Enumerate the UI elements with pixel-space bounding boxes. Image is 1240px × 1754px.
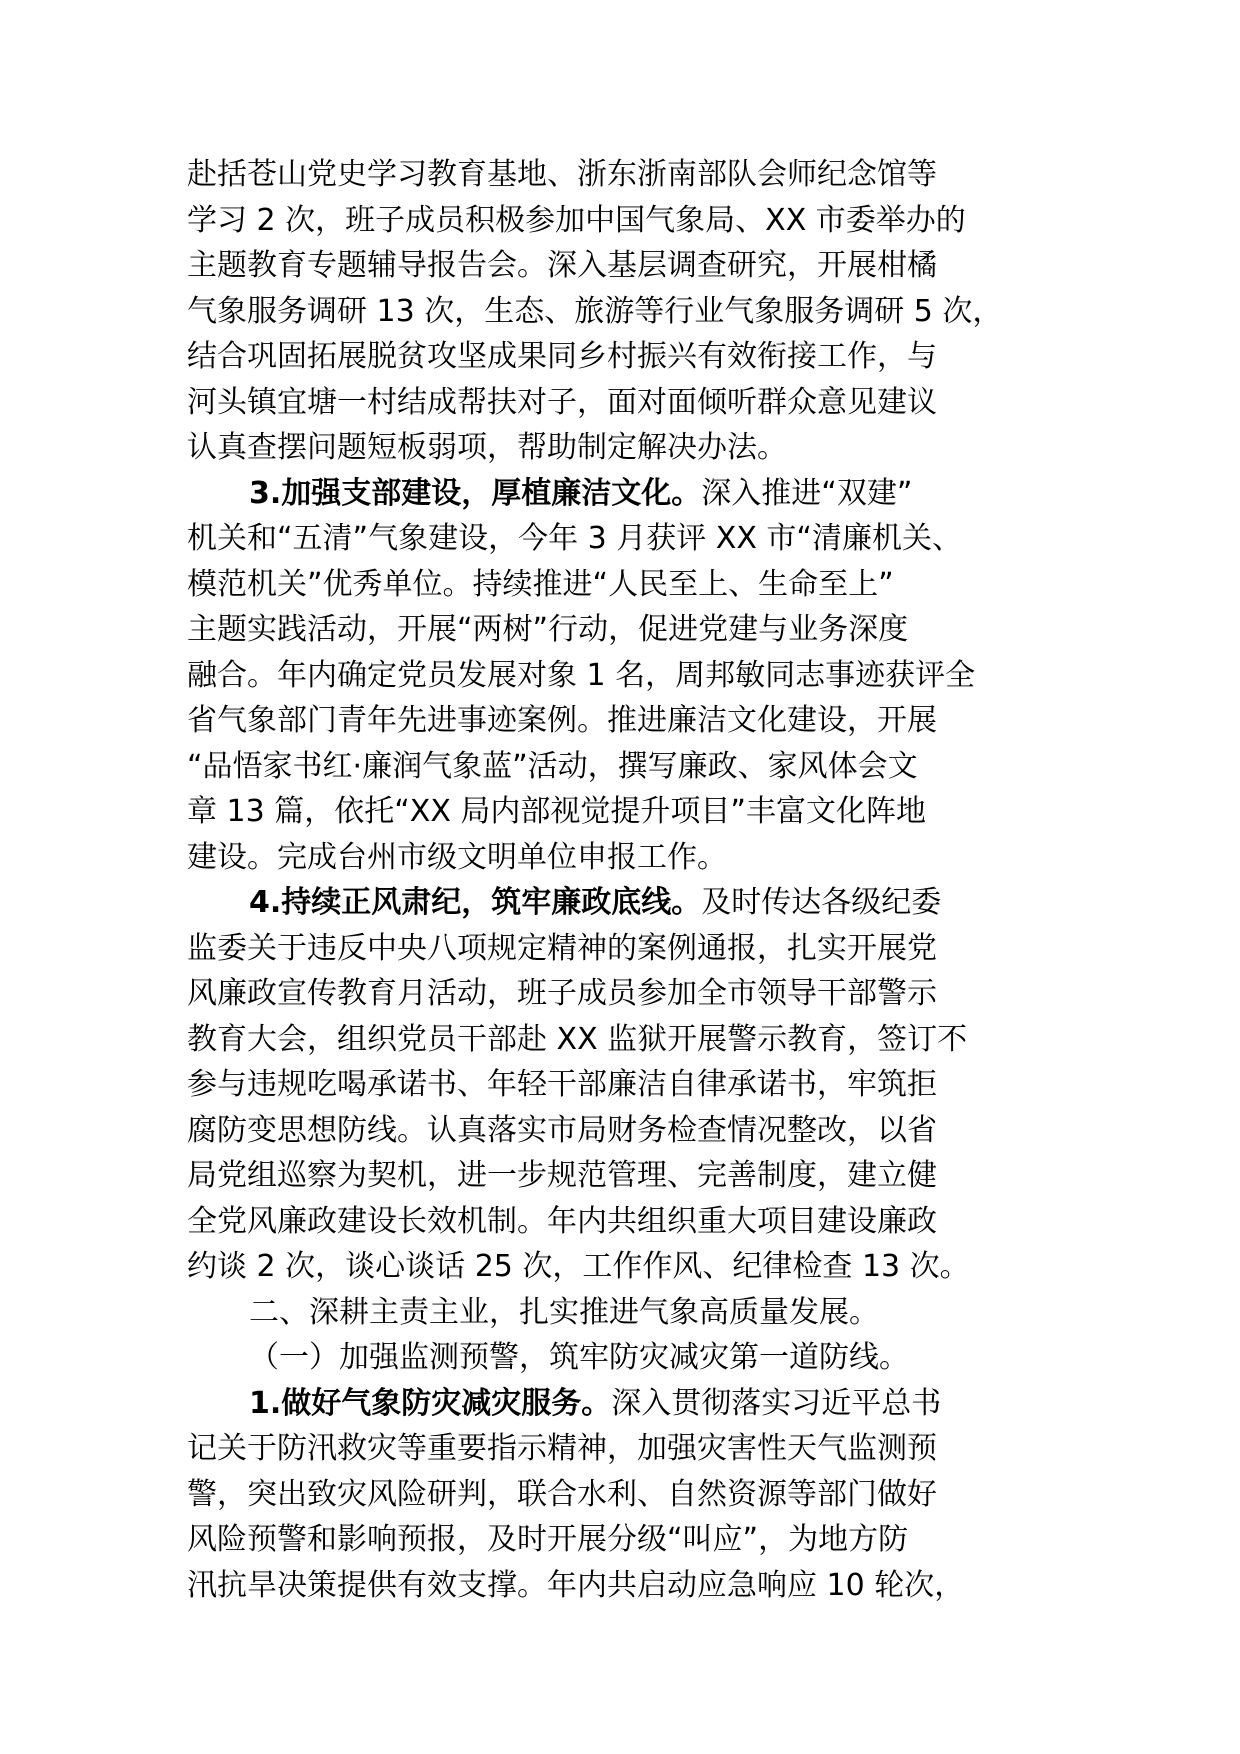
- line-text: 二、深耕主责主业，扎实推进气象高质量发展。: [249, 1294, 879, 1330]
- text-line: [187, 744, 1067, 790]
- line-text: 建设。完成台州市级文明单位申报工作。: [187, 839, 727, 875]
- section-heading: 4.持续正风肃纪，筑牢廉政底线。: [249, 885, 702, 920]
- line-text: 局党组巡察为契机，进一步规范管理、完善制度，建立健: [187, 1158, 937, 1193]
- text-line: [187, 1062, 1067, 1108]
- line-text: 气象服务调研 13 次，生态、旅游等行业气象服务调研 5 次，: [187, 293, 1003, 329]
- text-line: [187, 1017, 1067, 1063]
- line-text: 河头镇宜塘一村结成帮扶对子，面对面倾听群众意见建议: [187, 384, 937, 420]
- text-line: [187, 698, 1067, 744]
- text-line: [187, 1563, 1067, 1609]
- line-text: 参与违规吃喝承诺书、年轻干部廉洁自律承诺书，牢筑拒: [187, 1067, 937, 1102]
- line-text: 学习 2 次，班子成员积极参加中国气象局、XX 市委举办的: [187, 202, 966, 238]
- line-text: 记关于防汛救灾等重要指示精神，加强灾害性天气监测预: [187, 1431, 937, 1466]
- line-text: 模范机关”优秀单位。持续推进“人民至上、生命至上”: [187, 566, 894, 602]
- text-line: [187, 289, 1067, 335]
- text-line: [187, 926, 1067, 972]
- line-text: 认真查摆问题短板弱项，帮助制定解决办法。: [187, 430, 787, 465]
- text-line: [187, 1426, 1067, 1472]
- line-text: 教育大会，组织党员干部赴 XX 监狱开展警示教育，签订不: [187, 1021, 968, 1057]
- text-line: [187, 380, 1067, 426]
- line-text: 腐防变思想防线。认真落实市局财务检查情况整改，以省: [187, 1112, 937, 1148]
- line-text: 赴括苍山党史学习教育基地、浙东浙南部队会师纪念馆等: [187, 157, 937, 192]
- text-line: [187, 789, 1067, 835]
- line-text: 警，突出致灾风险研判，联合水利、自然资源等部门做好: [187, 1476, 937, 1512]
- section-heading: 3.加强支部建设，厚植廉洁文化。: [249, 475, 702, 511]
- line-text: 及时传达各级纪委: [701, 885, 942, 920]
- line-text: 风廉政宣传教育月活动，班子成员参加全市领导干部警示: [187, 976, 937, 1011]
- text-line: [187, 1335, 1067, 1381]
- text-line: [187, 1381, 1067, 1427]
- line-text: 约谈 2 次，谈心谈话 25 次，工作作风、纪律检查 13 次。: [187, 1249, 970, 1284]
- text-line: [187, 971, 1067, 1017]
- line-text: 主题实践活动，开展“两树”行动，促进党建与业务深度: [187, 612, 909, 647]
- line-text: （一）加强监测预警，筑牢防灾减灾第一道防线。: [249, 1340, 909, 1375]
- text-line: [187, 152, 1067, 198]
- document-body: [187, 152, 1067, 1608]
- line-text: 深入贯彻落实习近平总书: [611, 1385, 942, 1421]
- line-text: 结合巩固拓展脱贫攻坚成果同乡村振兴有效衔接工作，与: [187, 339, 937, 374]
- text-line: [187, 471, 1067, 517]
- text-line: [187, 243, 1067, 289]
- text-line: [187, 1517, 1067, 1563]
- line-text: 风险预警和影响预报，及时开展分级“叫应”，为地方防: [187, 1522, 909, 1557]
- text-line: [187, 835, 1067, 881]
- line-text: 全党风廉政建设长效机制。年内共组织重大项目建设廉政: [187, 1203, 937, 1239]
- line-text: 省气象部门青年先进事迹案例。推进廉洁文化建设，开展: [187, 703, 937, 738]
- line-text: 主题教育专题辅导报告会。深入基层调查研究，开展柑橘: [187, 248, 937, 283]
- line-text: 机关和“五清”气象建设，今年 3 月获评 XX 市“清廉机关、: [187, 521, 962, 556]
- text-line: [187, 1244, 1067, 1290]
- text-line: [187, 880, 1067, 926]
- text-line: [187, 334, 1067, 380]
- line-text: 融合。年内确定党员发展对象 1 名，周邦敏同志事迹获评全: [187, 657, 976, 693]
- text-line: [187, 198, 1067, 244]
- text-line: [187, 562, 1067, 608]
- section-heading: 1.做好气象防灾减灾服务。: [249, 1385, 612, 1421]
- text-line: [187, 653, 1067, 699]
- text-line: [187, 1108, 1067, 1154]
- line-text: 汛抗旱决策提供有效支撑。年内共启动应急响应 10 轮次，: [187, 1567, 965, 1603]
- line-text: 深入推进“双建”: [701, 475, 913, 511]
- text-line: [187, 425, 1067, 471]
- line-text: 章 13 篇，依托“XX 局内部视觉提升项目”丰富文化阵地: [187, 794, 926, 829]
- line-text: “品悟家书红·廉润气象蓝”活动，撰写廉政、家风体会文: [187, 748, 918, 784]
- text-line: [187, 1153, 1067, 1199]
- text-line: [187, 516, 1067, 562]
- line-text: 监委关于违反中央八项规定精神的案例通报，扎实开展党: [187, 930, 937, 966]
- text-line: [187, 1472, 1067, 1518]
- text-line: [187, 607, 1067, 653]
- text-line: [187, 1290, 1067, 1336]
- text-line: [187, 1199, 1067, 1245]
